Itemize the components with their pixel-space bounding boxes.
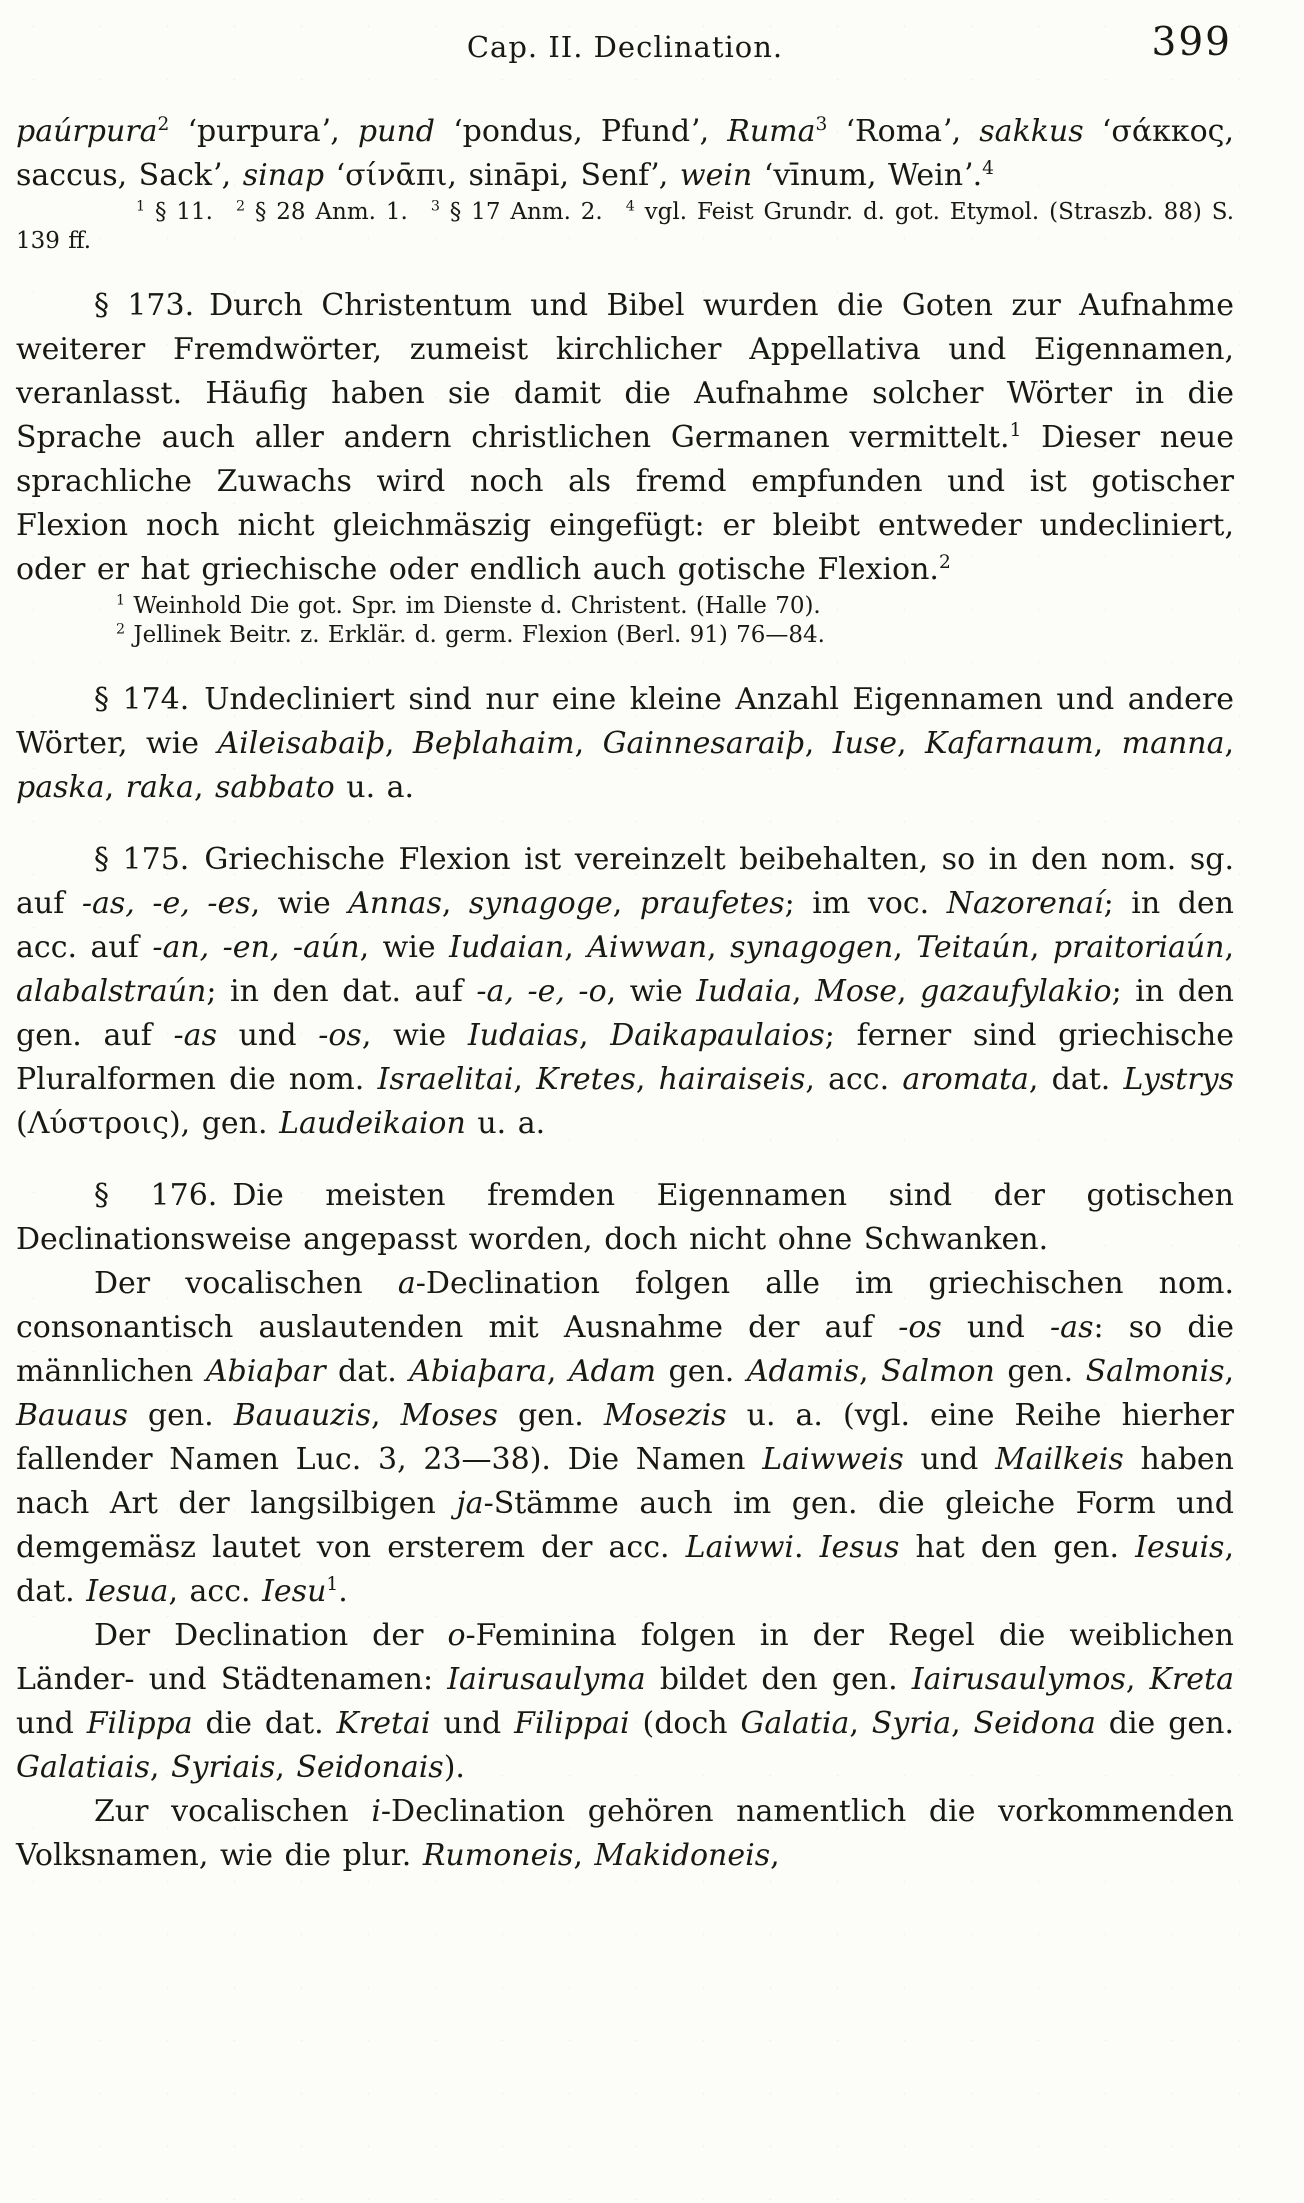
- text-run: ,: [707, 930, 731, 965]
- text-run: , wie: [361, 1018, 468, 1053]
- text-run: ,: [804, 726, 833, 761]
- italic-run: Iesuis: [1135, 1530, 1225, 1565]
- text-run: , acc.: [805, 1062, 903, 1097]
- text-run: Dieser neue sprachliche Zuwachs wird noch als fremd empfunden und ist gotischer Flexion noch nicht gleichmäszig eingefügt: er bleibt entweder undecliniert, oder er hat griechische oder endlich auch gotische Flexion.: [16, 420, 1234, 587]
- text-run: ,: [546, 1354, 569, 1389]
- italic-run: Salmon: [881, 1354, 995, 1389]
- section-176-paragraph-1: [16, 1174, 1234, 1262]
- italic-run: Iesua: [86, 1574, 169, 1609]
- italic-run: Laiwweis: [762, 1442, 904, 1477]
- italic-run: sinap: [242, 158, 325, 193]
- footnote-ref: 2: [116, 621, 126, 638]
- text-run: , wie: [606, 974, 697, 1009]
- text-run: (Λύστροις), gen.: [16, 1106, 280, 1141]
- footnote-ref: 4: [982, 158, 995, 179]
- section-176-paragraph-2: [16, 1262, 1234, 1614]
- text-run: ,: [770, 1838, 780, 1873]
- footnote-ref: 2: [235, 198, 246, 215]
- italic-run: a: [397, 1266, 416, 1301]
- italic-run: i: [371, 1794, 381, 1829]
- text-run: und: [941, 1310, 1051, 1345]
- text-run: ,: [635, 1062, 659, 1097]
- italic-run: paska: [16, 770, 105, 805]
- text-run: § 176. Die meisten fremden Eigennamen sind der gotischen Declinationsweise angepasst worden, doch nicht ohne Schwanken.: [16, 1178, 1234, 1257]
- italic-run: Seidonais: [296, 1750, 444, 1785]
- footnote-ref: 3: [815, 114, 828, 135]
- italic-run: Iudaian: [449, 930, 565, 965]
- italic-run: Kretes: [536, 1062, 636, 1097]
- italic-run: -os: [318, 1018, 362, 1053]
- italic-run: -as: [173, 1018, 217, 1053]
- italic-run: Bauauzis: [233, 1398, 372, 1433]
- text-run: § 173. Durch Christentum und Bibel wurden die Goten zur Aufnahme weiterer Fremdwörter, zumeist kirchlicher Appellativa und Eigennamen, veranlasst. Häufig haben sie damit die Aufnahme solcher Wörter in die Sprache auch aller andern christlichen Germanen vermittelt.: [16, 288, 1234, 455]
- text-run: gen.: [497, 1398, 604, 1433]
- section-176-paragraph-4: [16, 1790, 1234, 1878]
- footnote-ref: 2: [157, 114, 170, 135]
- italic-run: synagogen: [730, 930, 894, 965]
- italic-run: ja: [456, 1486, 484, 1521]
- italic-run: praufetes: [639, 886, 785, 921]
- text-run: ,: [1224, 930, 1235, 965]
- footnote-ref: 1: [116, 592, 126, 609]
- italic-run: Iesu: [262, 1574, 327, 1609]
- text-run: ,: [149, 1750, 171, 1785]
- italic-run: raka: [125, 770, 194, 805]
- italic-run: manna: [1121, 726, 1225, 761]
- italic-run: -an, -en, -aún: [152, 930, 360, 965]
- text-run: -Stämme auch im gen. die gleiche Form und demgemäsz lautet von ersterem der acc.: [16, 1486, 1234, 1565]
- italic-run: Annas: [348, 886, 442, 921]
- text-run: , dat.: [16, 1530, 1234, 1609]
- italic-run: Mosezis: [603, 1398, 727, 1433]
- text-run: ,: [859, 1354, 882, 1389]
- italic-run: Kafarnaum: [925, 726, 1094, 761]
- text-run: ,: [513, 1062, 537, 1097]
- italic-run: Adamis: [746, 1354, 860, 1389]
- text-run: ʻσίνᾱπι, sināpi, Senfʼ,: [324, 158, 680, 193]
- italic-run: Moses: [400, 1398, 498, 1433]
- section-175-paragraph: [16, 838, 1234, 1146]
- text-run: § 28 Anm. 1.: [245, 199, 431, 225]
- text-run: ,: [1125, 1662, 1150, 1697]
- text-run: ,: [104, 770, 126, 805]
- page-header: [16, 20, 1234, 70]
- italic-run: Nazorenaí: [946, 886, 1104, 921]
- text-run: vgl. Feist Grundr. d. got. Etymol. (Straszb. 88) S. 139 ff.: [16, 199, 1235, 254]
- italic-run: Salmonis: [1085, 1354, 1225, 1389]
- text-run: ).: [443, 1750, 465, 1785]
- text-run: § 11.: [145, 199, 236, 225]
- italic-run: Syria: [871, 1706, 952, 1741]
- continuation-paragraph: [16, 110, 1234, 198]
- text-run: ; in den dat. auf: [206, 974, 477, 1009]
- text-run: ,: [1093, 726, 1122, 761]
- italic-run: Mailkeis: [995, 1442, 1124, 1477]
- italic-run: Beþlahaim: [412, 726, 575, 761]
- text-run: und: [903, 1442, 996, 1477]
- text-run: ,: [897, 974, 921, 1009]
- text-run: ,: [193, 770, 216, 805]
- italic-run: Abiaþar: [205, 1354, 326, 1389]
- text-run: ; in den gen. auf: [16, 974, 1234, 1053]
- text-run: die dat.: [192, 1706, 337, 1741]
- text-run: Der Declination der: [94, 1618, 448, 1653]
- text-run: ,: [1224, 726, 1235, 761]
- footnote-ref: 4: [625, 198, 635, 215]
- footnote-block-refs: [16, 198, 1234, 256]
- footnote-ref: 2: [938, 552, 951, 573]
- italic-run: -os: [898, 1310, 942, 1345]
- italic-run: Kreta: [1149, 1662, 1234, 1697]
- text-run: , wie: [250, 886, 349, 921]
- text-run: ,: [792, 974, 816, 1009]
- text-run: ,: [849, 1706, 872, 1741]
- text-run: bildet den gen.: [645, 1662, 912, 1697]
- italic-run: hairaiseis: [658, 1062, 806, 1097]
- text-run: ʻσάκκος, saccus, Sackʼ,: [16, 114, 1234, 193]
- footnote-ref: 3: [430, 198, 440, 215]
- italic-run: Makidoneis: [594, 1838, 771, 1873]
- footnote-jellinek: [16, 621, 1234, 650]
- section-173-paragraph: [16, 284, 1234, 592]
- italic-run: Bauaus: [16, 1398, 128, 1433]
- italic-run: Laiwwi: [685, 1530, 795, 1565]
- text-run: gen.: [994, 1354, 1086, 1389]
- text-run: ,: [574, 726, 603, 761]
- italic-run: Iudaia: [696, 974, 793, 1009]
- text-run: und: [430, 1706, 515, 1741]
- text-run: die gen.: [1095, 1706, 1235, 1741]
- page-body: [16, 110, 1234, 1878]
- text-run: ,: [564, 930, 588, 965]
- italic-run: Israelitai: [377, 1062, 514, 1097]
- text-run: ʻpurpuraʼ,: [169, 114, 358, 149]
- italic-run: Iudaias: [467, 1018, 579, 1053]
- italic-run: Aiwwan: [587, 930, 708, 965]
- italic-run: Gainnesaraiþ: [602, 726, 805, 761]
- italic-run: Daikapaulaios: [610, 1018, 825, 1053]
- italic-run: Mose: [815, 974, 898, 1009]
- text-run: § 174. Undecliniert sind nur eine kleine Anzahl Eigennamen und andere Wörter, wie: [16, 682, 1234, 761]
- italic-run: Galatia: [740, 1706, 850, 1741]
- text-run: .: [794, 1530, 820, 1565]
- text-run: und: [216, 1018, 319, 1053]
- section-174-paragraph: [16, 678, 1234, 810]
- chapter-heading: Cap. II. Declination.: [466, 30, 784, 64]
- italic-run: synagoge: [468, 886, 613, 921]
- italic-run: -a, -e, -o: [476, 974, 607, 1009]
- italic-run: Lystrys: [1123, 1062, 1235, 1097]
- text-run: gen.: [127, 1398, 234, 1433]
- text-run: Weinhold Die got. Spr. im Dienste d. Christent. (Halle 70).: [125, 593, 821, 619]
- section-176-paragraph-3: [16, 1614, 1234, 1790]
- text-run: : so die männlichen: [16, 1310, 1234, 1389]
- text-run: ; im voc.: [784, 886, 947, 921]
- italic-run: Teitaún: [916, 930, 1030, 965]
- italic-run: Adam: [568, 1354, 657, 1389]
- text-run: hat den gen.: [899, 1530, 1136, 1565]
- text-run: § 17 Anm. 2.: [439, 199, 626, 225]
- italic-run: Syriais: [170, 1750, 276, 1785]
- text-run: ʻRomaʼ,: [827, 114, 980, 149]
- text-run: (doch: [629, 1706, 741, 1741]
- text-run: ʻvīnum, Weinʼ.: [752, 158, 983, 193]
- text-run: haben nach Art der langsilbigen: [16, 1442, 1235, 1521]
- text-run: § 175. Griechische Flexion ist vereinzelt beibehalten, so in den nom. sg. auf: [16, 842, 1234, 921]
- text-run: dat.: [325, 1354, 410, 1389]
- italic-run: Galatiais: [16, 1750, 150, 1785]
- italic-run: Aileisabaiþ: [217, 726, 385, 761]
- italic-run: Rumoneis: [422, 1838, 574, 1873]
- italic-run: Iesus: [819, 1530, 900, 1565]
- text-run: , acc.: [168, 1574, 263, 1609]
- text-run: .: [338, 1574, 348, 1609]
- footnote-ref: 1: [1009, 420, 1022, 441]
- text-run: ,: [612, 886, 640, 921]
- italic-run: Abiaþara: [409, 1354, 547, 1389]
- italic-run: Filippa: [86, 1706, 193, 1741]
- text-run: , dat.: [1028, 1062, 1124, 1097]
- text-run: und: [16, 1706, 87, 1741]
- text-run: ,: [1029, 930, 1053, 965]
- text-run: ,: [275, 1750, 297, 1785]
- italic-run: Seidona: [973, 1706, 1096, 1741]
- italic-run: Kretai: [336, 1706, 431, 1741]
- text-run: ,: [893, 930, 917, 965]
- italic-run: Iuse: [832, 726, 898, 761]
- text-run: -Declination gehören namentlich die vorkommenden Volksnamen, wie die plur.: [16, 1794, 1234, 1873]
- text-run: ; in den acc. auf: [16, 886, 1234, 965]
- text-run: ,: [578, 1018, 611, 1053]
- text-run: ,: [441, 886, 469, 921]
- text-run: -Feminina folgen in der Regel die weiblichen Länder- und Städtenamen:: [16, 1618, 1234, 1697]
- italic-run: -as: [1050, 1310, 1094, 1345]
- text-run: ,: [951, 1706, 974, 1741]
- page-number: 399: [1151, 20, 1232, 65]
- text-run: -Declination folgen alle im griechischen nom. consonantisch auslautenden mit Ausnahme der auf: [16, 1266, 1235, 1345]
- italic-run: pund: [357, 114, 435, 149]
- footnote-ref: 1: [326, 1574, 339, 1595]
- italic-run: wein: [679, 158, 753, 193]
- text-run: u. a. (vgl. eine Reihe hierher fallender Namen Luc. 3, 23—38). Die Namen: [16, 1398, 1234, 1477]
- italic-run: -as, -e, -es: [81, 886, 251, 921]
- italic-run: Ruma: [727, 114, 816, 149]
- italic-run: Laudeikaion: [279, 1106, 466, 1141]
- italic-run: praitoriaún: [1052, 930, 1225, 965]
- text-run: ʻpondus, Pfundʼ,: [434, 114, 728, 149]
- footnote-weinhold: [16, 592, 1234, 621]
- text-run: u. a.: [334, 770, 415, 805]
- text-run: ,: [1224, 1354, 1235, 1389]
- italic-run: aromata: [902, 1062, 1029, 1097]
- text-run: ,: [371, 1398, 401, 1433]
- text-run: Jellinek Beitr. z. Erklär. d. germ. Flexion (Berl. 91) 76—84.: [125, 622, 825, 648]
- text-run: Der vocalischen: [94, 1266, 398, 1301]
- italic-run: o: [447, 1618, 466, 1653]
- italic-run: sabbato: [215, 770, 335, 805]
- text-run: Zur vocalischen: [94, 1794, 372, 1829]
- text-run: ; ferner sind griechische Pluralformen die nom.: [16, 1018, 1234, 1097]
- text-run: gen.: [656, 1354, 747, 1389]
- text-run: , wie: [359, 930, 450, 965]
- text-run: ,: [384, 726, 413, 761]
- text-run: ,: [897, 726, 926, 761]
- italic-run: alabalstraún: [16, 974, 207, 1009]
- italic-run: Iairusaulyma: [447, 1662, 646, 1697]
- italic-run: Filippai: [514, 1706, 630, 1741]
- text-run: ,: [573, 1838, 595, 1873]
- text-run: u. a.: [465, 1106, 546, 1141]
- footnote-ref: 1: [136, 198, 146, 215]
- italic-run: gazaufylakio: [920, 974, 1112, 1009]
- italic-run: Iairusaulymos: [911, 1662, 1126, 1697]
- italic-run: sakkus: [979, 114, 1084, 149]
- italic-run: paúrpura: [16, 114, 158, 149]
